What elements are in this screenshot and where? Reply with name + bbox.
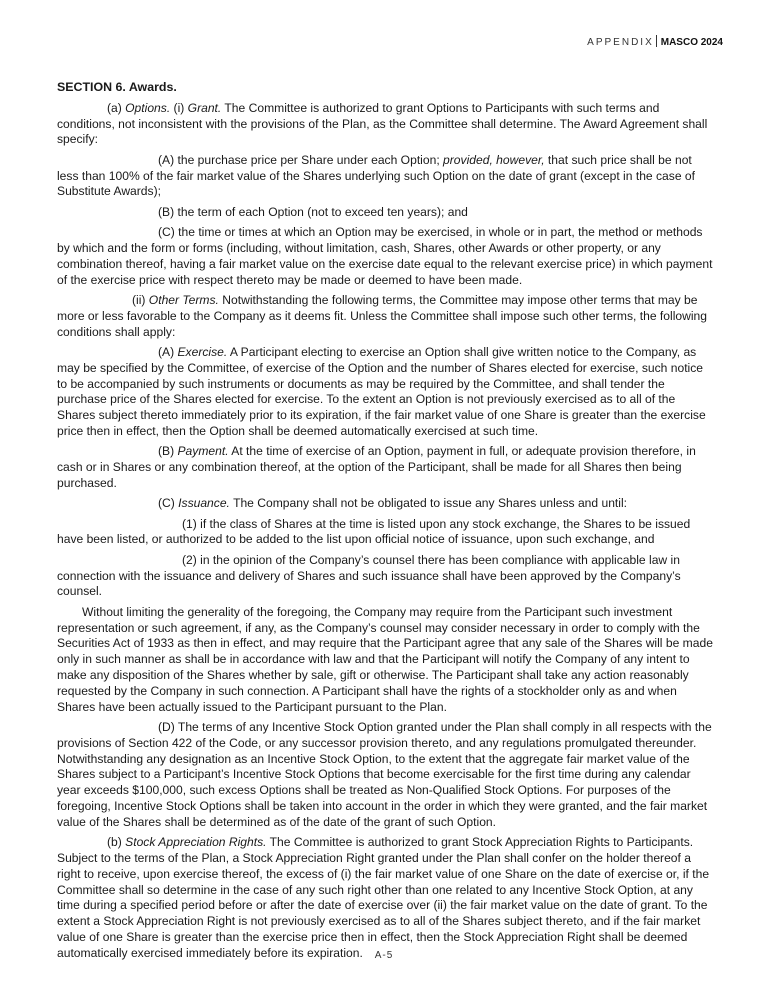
paragraph-ii-A-exercise: (A) Exercise. A Participant electing to exercise an Option shall give written notice to the Company, as may be specified by the Committee, of exercise of the Option and the number of Shares elected for exercise, such notice to be accompanied by such instruments or documents as may be required by the Committee, and shall tender the purchase price of the Shares elected for exercise. To the extent an Option is not previously exercised as to all of the Shares subject thereto immediately prior to its expiration, if the fair market value of one Share is greater than the exercise price then in effect, then the Option shall be deemed automatically exercised at such time. [57, 344, 706, 438]
appendix-label: APPENDIX [587, 37, 654, 48]
page-header [587, 35, 723, 48]
paragraph-a-B: (B) the term of each Option (not to exceed ten years); and [158, 204, 468, 219]
document-name: MASCO 2024 [660, 37, 723, 48]
paragraph-b-sar: (b) Stock Appreciation Rights. The Committee is authorized to grant Stock Appreciation Rights to Participants. Subject to the terms of the Plan, a Stock Appreciation Right granted under the Plan shall confer on the holder thereof a right to receive, upon exercise thereof, the excess of (i) the fair market value of one Share on the date of exercise or, if the Committee shall so determine in the case of any such right other than one related to any Incentive Stock Option, at any time during a specified period before or after the date of exercise over (ii) the fair market value on the date of grant. To the extent a Stock Appreciation Right is not previously exercised as to all of the Shares subject thereto, and if the fair market value of one Share is greater than the exercise price then in effect, then the Stock Appreciation Right shall be deemed automatically exercised immediately before its expiration. [57, 835, 710, 960]
header-divider [656, 35, 657, 47]
paragraph-a-C: (C) the time or times at which an Option may be exercised, in whole or in part, the method or methods by which and the form or forms (including, without limitation, cash, Shares, other Awards or other property, or any combination thereof, having a fair market value on the exercise date equal to the relevant exercise price) in which payment of the exercise price with respect thereto may be made or deemed to have been made. [57, 225, 713, 287]
paragraph-ii-other-terms: (ii) Other Terms. Notwithstanding the following terms, the Committee may impose other terms that may be more or less favorable to the Company as it deems fit. Unless the Committee shall impose such other terms, the following conditions shall apply: [57, 292, 707, 339]
paragraph-ii-B-payment: (B) Payment. At the time of exercise of an Option, payment in full, or adequate provision therefore, in cash or in Shares or any combination thereof, at the option of the Participant, shall be made for all Shares then being purchased. [57, 444, 696, 490]
paragraph-limiting: Without limiting the generality of the foregoing, the Company may require from the Participant such investment representation or such agreement, if any, as the Company’s counsel may consider necessary in order to comply with the Securities Act of 1933 as then in effect, and may require that the Participant agree that any sale of the Shares will be made only in such manner as shall be in accordance with law and that the Participant will notify the Company of any intent to make any disposition of the Shares whether by sale, gift or otherwise. The Participant shall take any action reasonably requested by the Company in such connection. A Participant shall have the rights of a stockholder only as and when Shares have been actually issued to the Participant pursuant to the Plan. [57, 604, 713, 714]
page-number: A-5 [374, 950, 394, 961]
paragraph-ii-D: (D) The terms of any Incentive Stock Option granted under the Plan shall comply in all respects with the provisions of Section 422 of the Code, or any successor provision thereto, and any regulations promulgated thereunder. Notwithstanding any designation as an Incentive Stock Option, to the extent that the aggregate fair market value of the Shares subject to a Participant’s Incentive Stock Options that become exercisable for the first time during any calendar year exceeds $100,000, such excess Options shall be treated as Non-Qualified Stock Options. For purposes of the foregoing, Incentive Stock Options shall be taken into account in the order in which they were granted, and the fair market value of the Shares shall be determined as of the date of the grant of such Option. [57, 720, 712, 829]
paragraph-c-2: (2) in the opinion of the Company’s counsel there has been compliance with applicable law in connection with the issuance and delivery of Shares and such issuance shall have been approved by the Company’s counsel. [57, 552, 681, 599]
paragraph-a-options: (a) Options. (i) Grant. The Committee is authorized to grant Options to Participants with such terms and conditions, not inconsistent with the provisions of the Plan, as the Committee shall determine. The Award Agreement shall specify: [57, 100, 708, 147]
paragraph-ii-C-issuance: (C) Issuance. The Company shall not be obligated to issue any Shares unless and until: [158, 496, 628, 511]
document-body [57, 80, 713, 966]
paragraph-a-A: (A) the purchase price per Share under each Option; provided, however, that such price shall be not less than 100% of the fair market value of the Shares underlying such Option on the date of grant (except in the case of Substitute Awards); [57, 152, 695, 199]
section-title: SECTION 6. Awards. [57, 80, 177, 94]
paragraph-c-1: (1) if the class of Shares at the time is listed upon any stock exchange, the Shares to be issued have been listed, or authorized to be added to the list upon official notice of issuance, upon such exchange, and [57, 516, 691, 547]
